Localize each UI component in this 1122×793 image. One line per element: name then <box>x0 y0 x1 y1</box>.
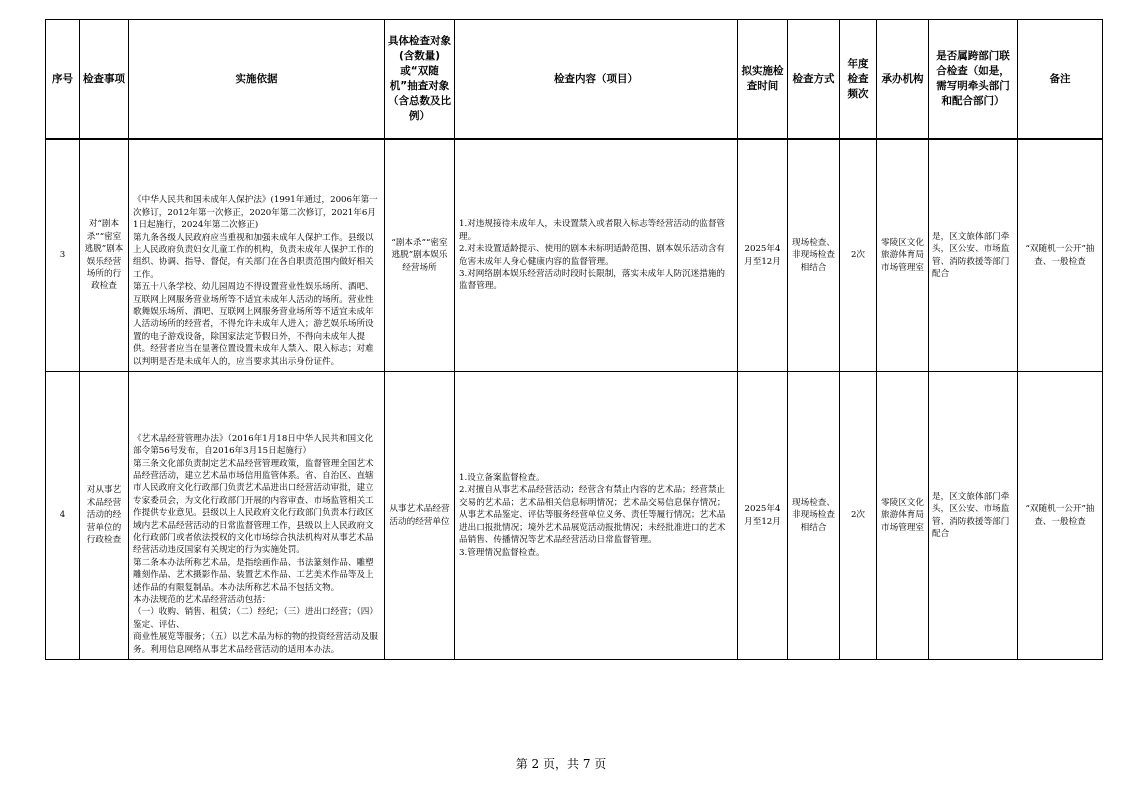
header-cross: 是否属跨部门联合检查（如是，需写明牵头部门和配合部门） <box>929 20 1018 140</box>
cell-time: 2025年4月至12月 <box>738 372 788 660</box>
cell-org: 零陵区文化旅游体育局市场管理室 <box>877 139 929 372</box>
cell-cross: 是，区文旅体部门牵头，区公安、市场监管、消防救援等部门配合 <box>929 139 1018 372</box>
header-content: 检查内容（项目） <box>455 20 738 140</box>
cell-freq: 2次 <box>840 139 877 372</box>
cell-method: 现场检查、非现场检查相结合 <box>788 139 840 372</box>
cell-basis: 《中华人民共和国未成年人保护法》(1991年通过，2006年第一次修订，2012年第一次修正，2020年第二次修订，2021年6月1日起施行，2024年第二次修正) 第九条各级人民政府应当重视和加强未成年人保护工作。县级以上人民政府负责妇女儿童工作的机构，负责未成年人保护工作的组织、协调、指导、督促，有关部门在各自职责范围内做好相关工作。 第五十八条学校、幼儿园周边不得设置营业性娱乐场所、酒吧、互联网上网服务营业场所等不适宜未成年人活动的场所。营业性歌舞娱乐场所、酒吧、互联网上网服务营业场所等不适宜未成年人活动场所的经营者，不得允许未成年人进入；游艺娱乐场所设置的电子游戏设备，除国家法定节假日外，不得向未成年人提供。经营者应当在显著位置设置未成年人禁入、限入标志；对难以判明是否是未成年人的，应当要求其出示身份证件。 <box>129 139 385 372</box>
table-row <box>46 139 1103 372</box>
cell-org: 零陵区文化旅游体育局市场管理室 <box>877 372 929 660</box>
cell-item: 对从事艺术品经营活动的经营单位的行政检查 <box>80 372 129 660</box>
cell-object: “剧本杀”“密室逃脱”剧本娱乐经营场所 <box>385 139 455 372</box>
cell-remark: “双随机一公开”抽查、一般检查 <box>1018 139 1103 372</box>
cell-content: 1.设立备案监督检查。 2.对擅自从事艺术品经营活动；经营含有禁止内容的艺术品；经营禁止交易的艺术品；艺术品相关信息标明情况；艺术品交易信息保存情况；从事艺术品鉴定、评估等服务经营单位义务、责任等履行情况；艺术品进出口报批情况；境外艺术品展览活动报批情况；未经批准进口的艺术品销售、传播情况等艺术品经营活动日常监督管理。 3.管理情况监督检查。 <box>455 372 738 660</box>
header-freq: 年度检查频次 <box>840 20 877 140</box>
cell-freq: 2次 <box>840 372 877 660</box>
cell-seq: 3 <box>46 139 80 372</box>
header-method: 检查方式 <box>788 20 840 140</box>
cell-cross: 是，区文旅体部门牵头，区公安、市场监管、消防救援等部门配合 <box>929 372 1018 660</box>
header-time: 拟实施检查时间 <box>738 20 788 140</box>
inspection-plan-table <box>45 19 1103 660</box>
cell-item: 对“剧本杀”“密室逃脱”剧本娱乐经营场所的行政检查 <box>80 139 129 372</box>
header-item: 检查事项 <box>80 20 129 140</box>
cell-seq: 4 <box>46 372 80 660</box>
cell-basis: 《艺术品经营管理办法》（2016年1月18日中华人民共和国文化部令第56号发布，自2016年3月15日起施行） 第三条文化部负责制定艺术品经营管理政策，监督管理全国艺术品经营活动，建立艺术品市场信用监管体系。省、自治区、直辖市人民政府文化行政部门负责艺术品进出口经营活动审批，建立专家委员会，为文化行政部门开展的内容审查、市场监管相关工作提供专业意见。县级以上人民政府文化行政部门负责本行政区域内艺术品经营活动的日常监督管理工作，县级以上人民政府文化行政部门或者依法授权的文化市场综合执法机构对从事艺术品经营活动违反国家有关规定的行为实施处罚。 第二条本办法所称艺术品，是指绘画作品、书法篆刻作品、雕塑雕刻作品、艺术摄影作品、装置艺术作品、工艺美术作品等及上述作品的有限复制品。本办法所称艺术品不包括文物。 本办法规范的艺术品经营活动包括： （一）收购、销售、租赁；（二）经纪；（三）进出口经营；（四）鉴定、评估、 商业性展览等服务；（五）以艺术品为标的物的投资经营活动及服务。利用信息网络从事艺术品经营活动的适用本办法。 <box>129 372 385 660</box>
page-footer: 第 2 页，共 7 页 <box>515 757 607 771</box>
cell-content: 1.对违规接待未成年人，未设置禁入或者限入标志等经营活动的监督管理。 2.对未设置适龄提示、使用的剧本未标明适龄范围、剧本娱乐活动含有危害未成年人身心健康内容的监督管理。 3.对网络剧本娱乐经营活动时段时长限制，落实未成年人防沉迷措施的监督管理。 <box>455 139 738 372</box>
table-row <box>46 372 1103 660</box>
cell-object: 从事艺术品经营活动的经营单位 <box>385 372 455 660</box>
header-basis: 实施依据 <box>129 20 385 140</box>
header-remark: 备注 <box>1018 20 1103 140</box>
header-row <box>46 20 1103 140</box>
header-seq: 序号 <box>46 20 80 140</box>
cell-time: 2025年4月至12月 <box>738 139 788 372</box>
header-object: 具体检查对象(含数量)或“双随机”抽查对象（含总数及比例） <box>385 20 455 140</box>
cell-remark: “双随机一公开”抽查、一般检查 <box>1018 372 1103 660</box>
cell-method: 现场检查、非现场检查相结合 <box>788 372 840 660</box>
header-org: 承办机构 <box>877 20 929 140</box>
